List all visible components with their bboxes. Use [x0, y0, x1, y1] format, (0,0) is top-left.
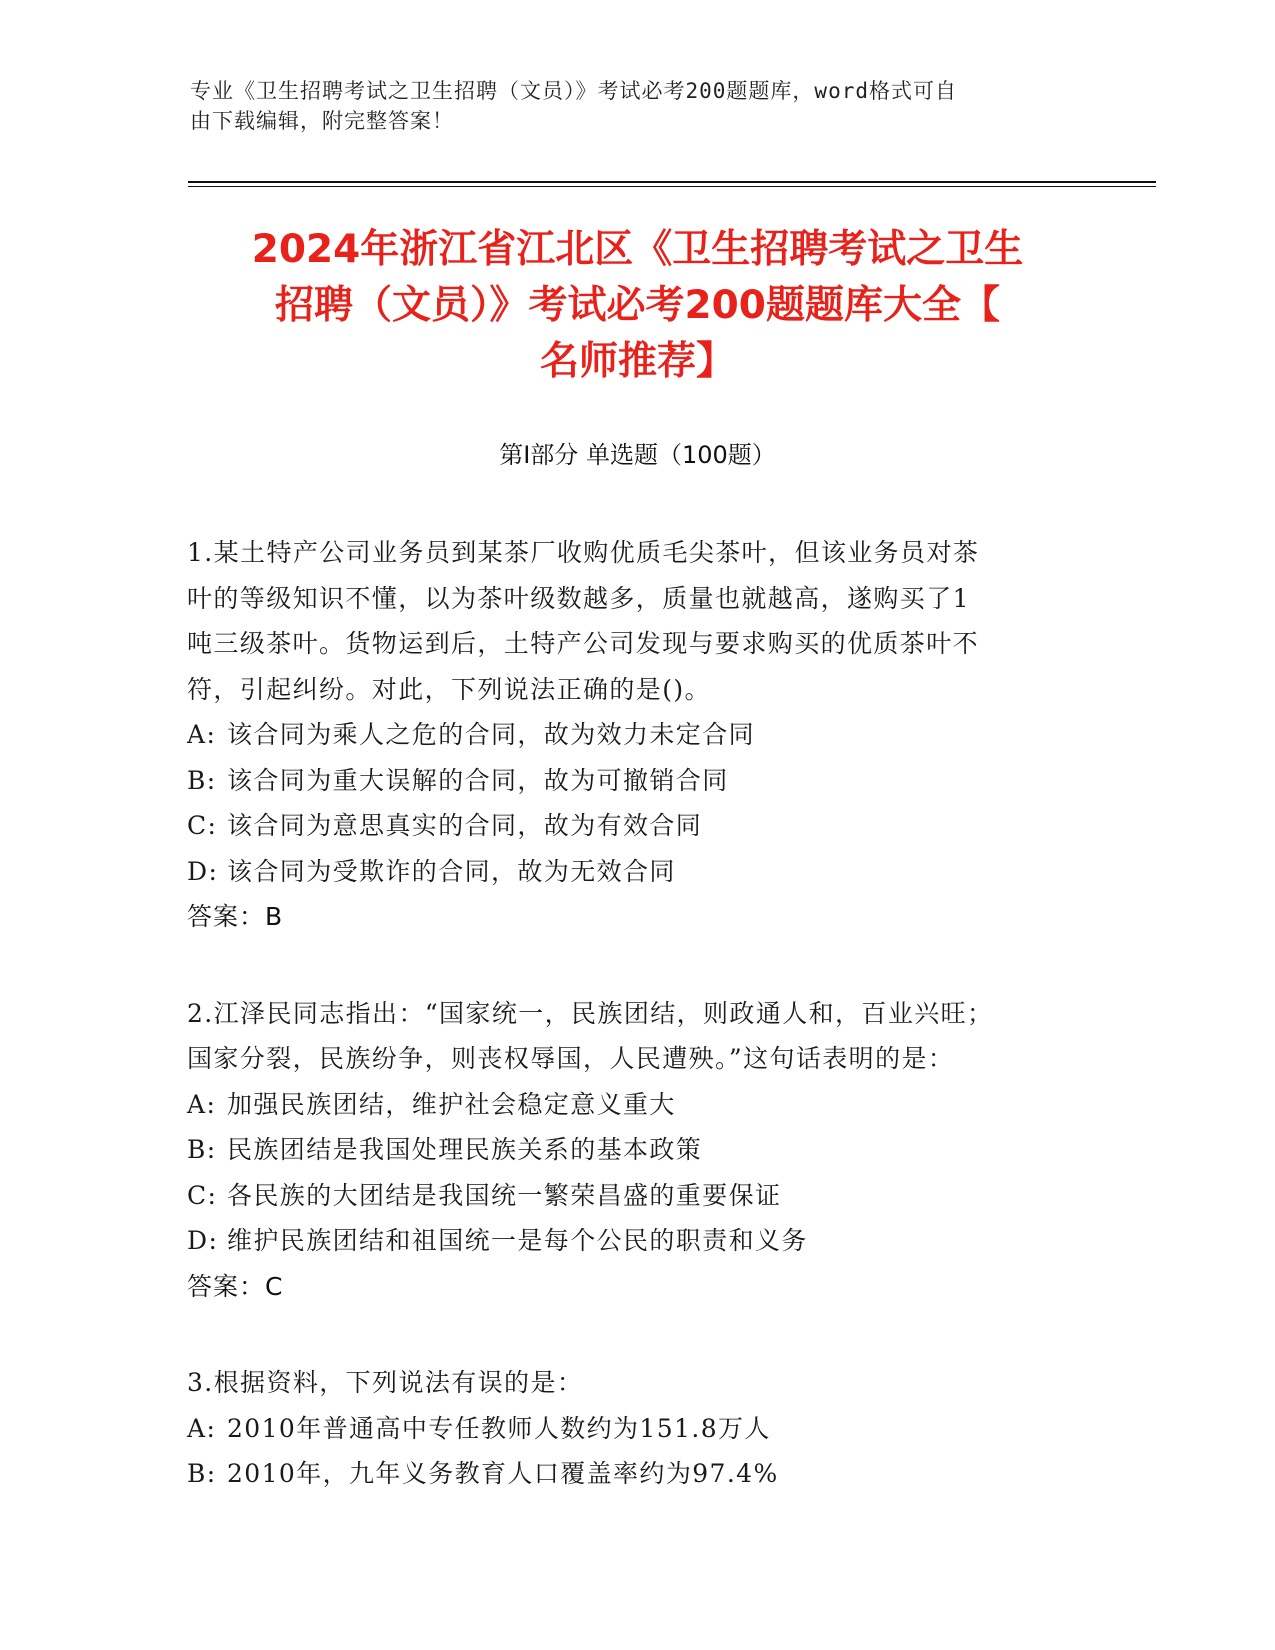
question-stem: [187, 530, 1087, 712]
option-letter: A:: [187, 720, 217, 749]
header-note: [190, 76, 1070, 136]
stem-line: 吨三级茶叶。货物运到后，土特产公司发现与要求购买的优质茶叶不: [187, 629, 980, 658]
option-text: 该合同为意思真实的合同，故为有效合同: [227, 811, 703, 840]
option-letter: D:: [187, 1226, 219, 1255]
option-letter: A:: [187, 1089, 217, 1119]
question-stem: [187, 1360, 1087, 1406]
option-text: 该合同为乘人之危的合同，故为效力未定合同: [227, 720, 756, 749]
document-title: [160, 222, 1115, 390]
answer: 答案：B: [187, 902, 284, 931]
option-a: [187, 712, 1087, 758]
title-line-2: 招聘（文员）》考试必考200题题库大全【: [275, 283, 1000, 328]
option-letter: B:: [187, 1459, 217, 1488]
stem-line: 国家分裂，民族纷争，则丧权辱国，人民遭殃。”这句话表明的是：: [187, 1044, 955, 1073]
option-a: [187, 1406, 1087, 1452]
answer: 答案：C: [187, 1271, 284, 1301]
stem-line: 3.根据资料，下列说法有误的是：: [187, 1368, 584, 1397]
option-a: [187, 1082, 1087, 1128]
option-letter: B:: [187, 765, 217, 795]
question-stem: [187, 991, 1087, 1082]
stem-line: 叶的等级知识不懂，以为茶叶级数越多，质量也就越高，遂购买了1: [187, 583, 970, 613]
option-text: 该合同为受欺诈的合同，故为无效合同: [227, 856, 676, 886]
title-line-3: 名师推荐】: [539, 339, 735, 384]
option-b: [187, 758, 1087, 804]
header-note-line-1: 专业《卫生招聘考试之卫生招聘（文员）》考试必考200题题库，word格式可自: [190, 79, 957, 103]
option-text: 民族团结是我国处理民族关系的基本政策: [227, 1135, 703, 1164]
option-text: 维护民族团结和祖国统一是每个公民的职责和义务: [227, 1226, 808, 1255]
title-line-1: 2024年浙江省江北区《卫生招聘考试之卫生: [251, 227, 1024, 272]
option-b: [187, 1451, 1087, 1497]
option-letter: A:: [187, 1413, 217, 1443]
option-letter: C:: [187, 811, 218, 840]
header-note-line-2: 由下载编辑，附完整答案！: [190, 109, 454, 133]
option-c: [187, 803, 1087, 849]
option-letter: C:: [187, 1180, 218, 1210]
question-2: [187, 991, 1087, 1310]
option-letter: D:: [187, 856, 219, 886]
option-text: 加强民族团结，维护社会稳定意义重大: [227, 1089, 676, 1119]
option-c: [187, 1173, 1087, 1219]
stem-line: 符，引起纠纷。对此，下列说法正确的是()。: [187, 674, 711, 704]
option-d: [187, 849, 1087, 895]
header-rule-thick: [188, 181, 1156, 183]
question-3: [187, 1360, 1087, 1497]
stem-line: 2.江泽民同志指出：“国家统一，民族团结，则政通人和，百业兴旺；: [187, 998, 994, 1028]
header-rule-thin: [188, 186, 1156, 187]
option-text: 各民族的大团结是我国统一繁荣昌盛的重要保证: [227, 1180, 782, 1210]
option-d: [187, 1218, 1087, 1264]
option-text: 2010年普通高中专任教师人数约为151.8万人: [227, 1413, 771, 1443]
option-b: [187, 1127, 1087, 1173]
section-title: 第I部分 单选题（100题）: [499, 441, 776, 469]
option-text: 2010年，九年义务教育人口覆盖率约为97.4%: [227, 1459, 779, 1488]
option-letter: B:: [187, 1135, 217, 1164]
option-text: 该合同为重大误解的合同，故为可撤销合同: [227, 765, 729, 795]
question-list: [187, 530, 1087, 1548]
stem-line: 1.某土特产公司业务员到某茶厂收购优质毛尖茶叶，但该业务员对茶: [187, 538, 980, 567]
question-1: [187, 530, 1087, 940]
